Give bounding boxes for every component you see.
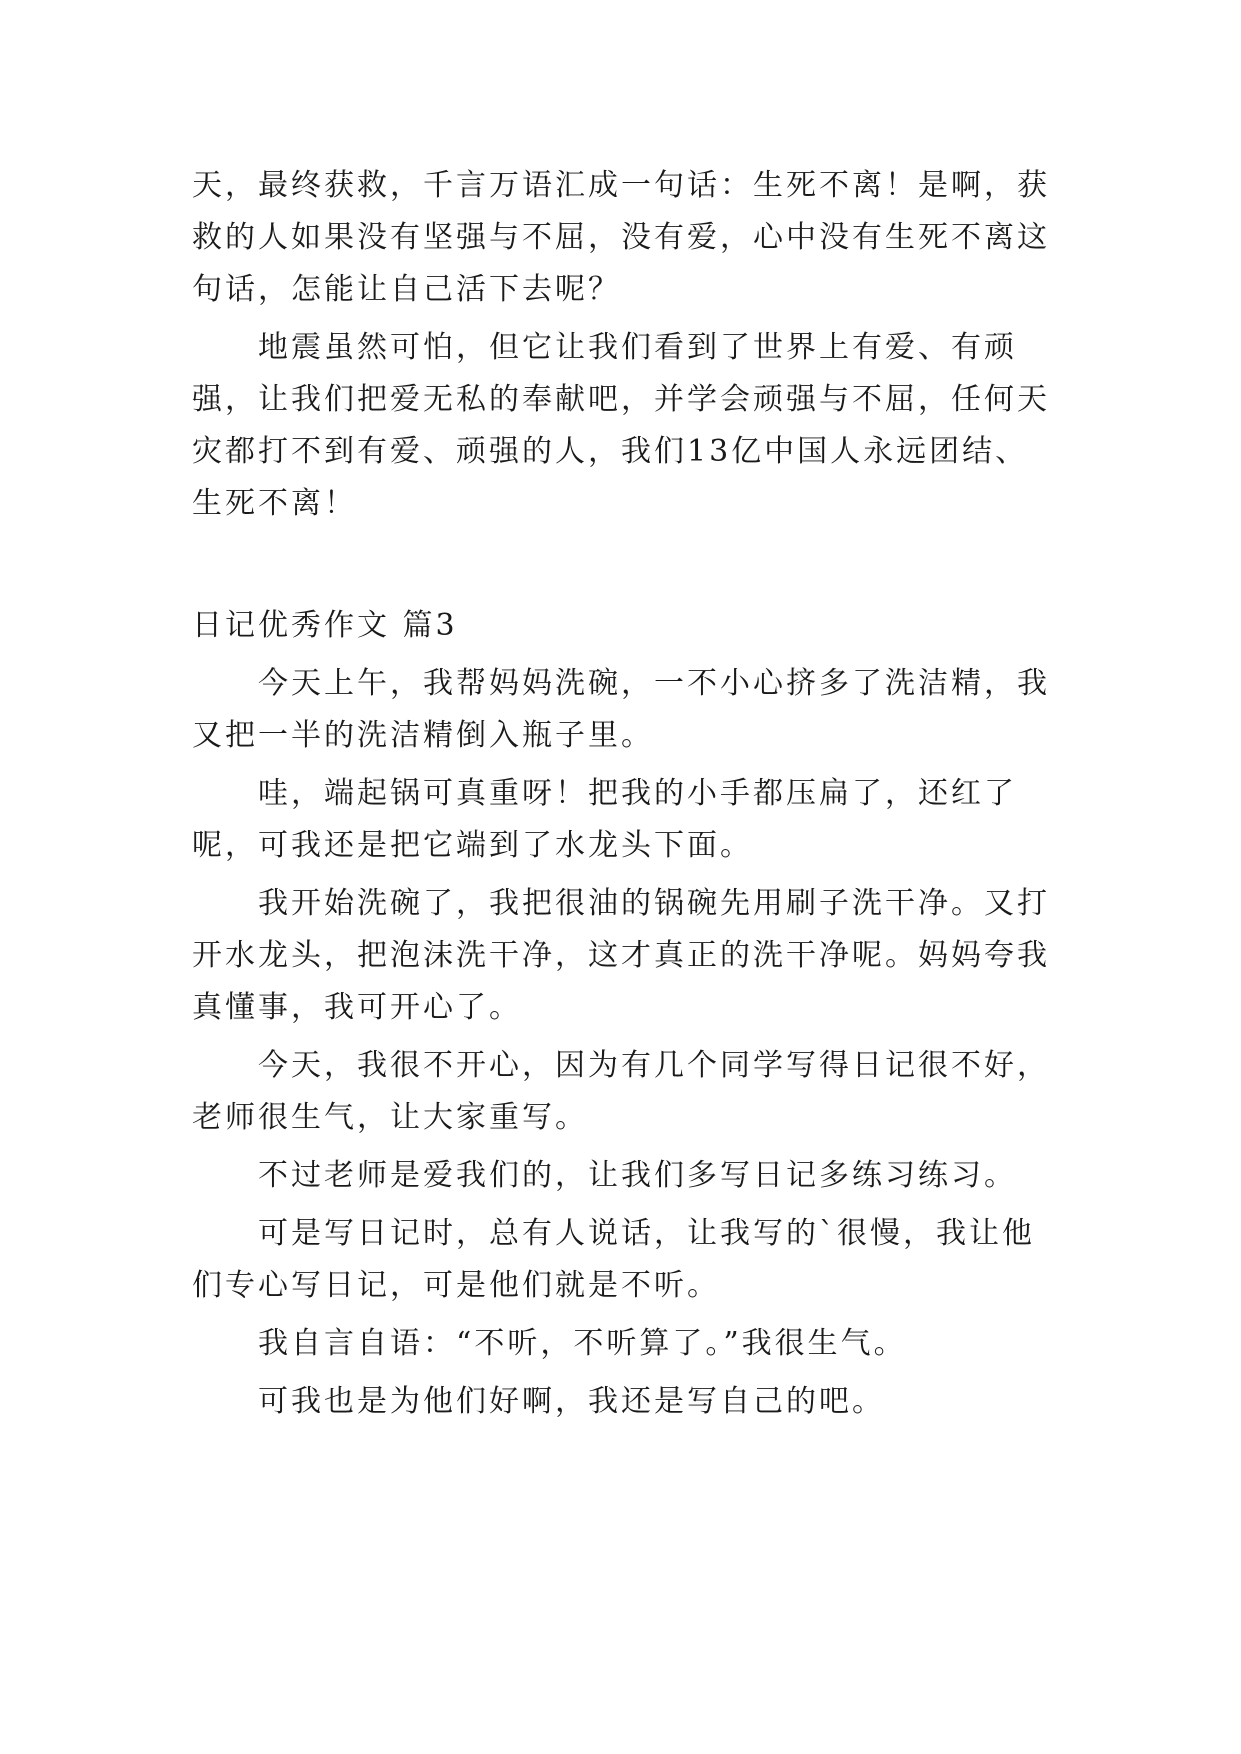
paragraph: 可我也是为他们好啊，我还是写自己的吧。 <box>258 1384 885 1419</box>
paragraph: 我自言自语：“不听，不听算了。”我很生气。 <box>258 1326 907 1361</box>
paragraph: 哇，端起锅可真重呀！把我的小手都压扁了，还红了呢，可我还是把它端到了水龙头下面。 <box>192 776 1017 863</box>
section-title: 日记优秀作文 篇3 <box>192 608 458 643</box>
paragraph-continued: 天，最终获救，千言万语汇成一句话：生死不离！是啊，获救的人如果没有坚强与不屈，没有爱，心中没有生死不离这句话，怎能让自己活下去呢？ <box>192 168 1050 307</box>
document-body <box>192 160 1052 1434</box>
paragraph-earthquake: 地震虽然可怕，但它让我们看到了世界上有爱、有顽强，让我们把爱无私的奉献吧，并学会顽强与不屈，任何天灾都打不到有爱、顽强的人，我们13亿中国人永远团结、生死不离！ <box>192 330 1050 521</box>
paragraph: 今天上午，我帮妈妈洗碗，一不小心挤多了洗洁精，我又把一半的洗洁精倒入瓶子里。 <box>192 666 1050 753</box>
section-spacer <box>192 536 1052 600</box>
paragraph: 我开始洗碗了，我把很油的锅碗先用刷子洗干净。又打开水龙头，把泡沫洗干净，这才真正的洗干净呢。妈妈夸我真懂事，我可开心了。 <box>192 886 1050 1025</box>
paragraph: 可是写日记时，总有人说话，让我写的`很慢，我让他们专心写日记，可是他们就是不听。 <box>192 1216 1035 1303</box>
paragraph: 不过老师是爱我们的，让我们多写日记多练习练习。 <box>258 1158 1017 1193</box>
paragraph: 今天，我很不开心，因为有几个同学写得日记很不好，老师很生气，让大家重写。 <box>192 1048 1050 1135</box>
